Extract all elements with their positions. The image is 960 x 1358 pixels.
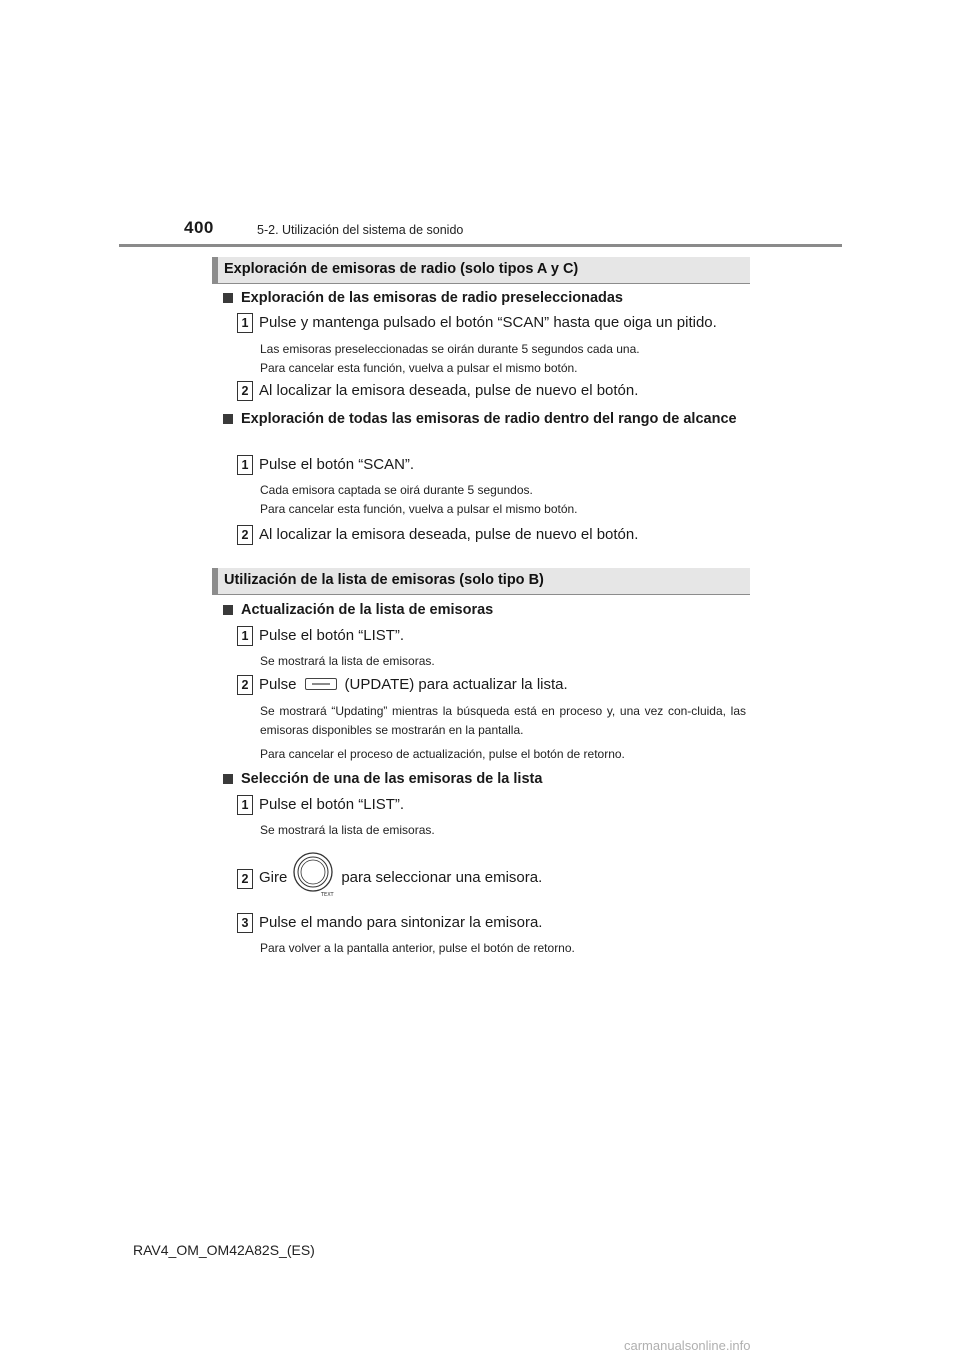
subheading-update-list — [223, 600, 748, 621]
step-1 — [237, 626, 757, 646]
note: Se mostrará “Updating” mientras la búsqueda está en proceso y, una vez con-cluida, las emisoras disponibles se mostrarán en la pantalla. — [260, 704, 746, 737]
step-text: Pulse el botón “LIST”. — [259, 796, 405, 813]
step-3 — [237, 913, 757, 933]
step-text: Gire — [259, 868, 288, 886]
step-number: 2 — [237, 525, 253, 545]
step-text: Pulse y mantenga pulsado el botón “SCAN” hasta que oiga un pitido. — [259, 314, 717, 331]
watermark: carmanualsonline.info — [624, 1338, 751, 1353]
step-1 — [237, 455, 757, 475]
step-text: Pulse el botón “SCAN”. — [259, 456, 415, 473]
note: Se mostrará la lista de emisoras. — [260, 654, 435, 668]
step-text: Pulse — [259, 676, 297, 693]
step-number: 1 — [237, 626, 253, 646]
square-bullet-icon — [223, 293, 233, 303]
section-path: 5-2. Utilización del sistema de sonido — [257, 223, 464, 237]
note: Las emisoras preseleccionadas se oirán durante 5 segundos cada una. — [260, 342, 640, 356]
section-heading-text: Utilización de la lista de emisoras (solo tipo B) — [224, 572, 544, 588]
subheading-text: Selección de una de las emisoras de la lista — [241, 771, 543, 787]
note: Para volver a la pantalla anterior, pulse el botón de retorno. — [260, 941, 575, 955]
document-code: RAV4_OM_OM42A82S_(ES) — [133, 1242, 315, 1258]
step-1 — [237, 313, 757, 333]
step-number: 3 — [237, 913, 253, 933]
page-number: 400 — [184, 218, 214, 237]
update-button-icon — [305, 678, 337, 690]
section-heading-scan — [212, 257, 750, 284]
note: Para cancelar esta función, vuelva a pulsar el mismo botón. — [260, 361, 578, 375]
subheading-select-station — [223, 769, 748, 790]
step-1 — [237, 795, 757, 815]
subheading-preset-scan — [223, 288, 748, 309]
step-text: Pulse el mando para sintonizar la emisora. — [259, 914, 543, 931]
note: Se mostrará la lista de emisoras. — [260, 823, 435, 837]
step-text: para seleccionar una emisora. — [341, 868, 543, 886]
step-text: Al localizar la emisora deseada, pulse de nuevo el botón. — [259, 382, 639, 399]
step-number: 2 — [237, 381, 253, 401]
section-heading-bar — [212, 257, 218, 284]
step-number: 2 — [237, 675, 253, 695]
subheading-text: Exploración de las emisoras de radio preseleccionadas — [241, 290, 623, 306]
step-text: Al localizar la emisora deseada, pulse de nuevo el botón. — [259, 526, 639, 543]
step-number: 1 — [237, 313, 253, 333]
subheading-text: Actualización de la lista de emisoras — [241, 602, 494, 618]
step-text: Pulse el botón “LIST”. — [259, 627, 405, 644]
step-2 — [237, 381, 757, 401]
section-heading-bar — [212, 568, 218, 595]
step-text-row — [259, 855, 542, 901]
note: Cada emisora captada se oirá durante 5 segundos. — [260, 483, 533, 497]
step-2 — [237, 525, 757, 545]
step-2 — [237, 868, 757, 897]
section-heading-list — [212, 568, 750, 595]
subheading-all-scan — [223, 409, 748, 430]
knob-label: TEXT — [321, 892, 334, 897]
step-number: 2 — [237, 869, 253, 889]
note: Para cancelar esta función, vuelva a pulsar el mismo botón. — [260, 502, 578, 516]
square-bullet-icon — [223, 774, 233, 784]
step-text-row — [259, 676, 568, 693]
step-2 — [237, 675, 757, 695]
section-heading-text: Exploración de emisoras de radio (solo tipos A y C) — [224, 261, 579, 277]
tune-knob-icon — [291, 851, 337, 897]
square-bullet-icon — [223, 605, 233, 615]
step-text: (UPDATE) para actualizar la lista. — [344, 676, 568, 693]
note: Para cancelar el proceso de actualización, pulse el botón de retorno. — [260, 747, 625, 761]
step-number: 1 — [237, 455, 253, 475]
subheading-text: Exploración de todas las emisoras de radio dentro del rango de alcance — [241, 411, 737, 427]
square-bullet-icon — [223, 414, 233, 424]
header-rule — [119, 244, 842, 247]
step-number: 1 — [237, 795, 253, 815]
